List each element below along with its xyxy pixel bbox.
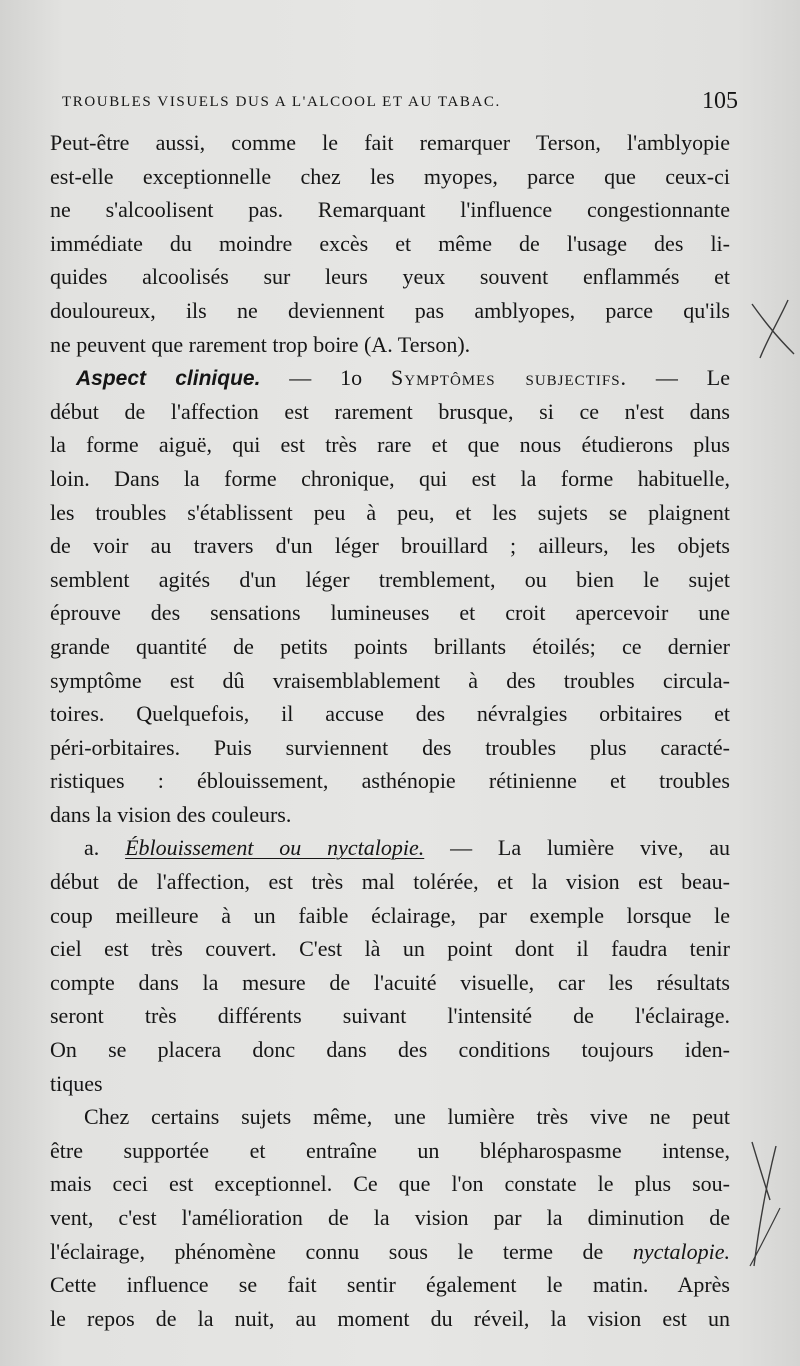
text-line: être supportée et entraîne un blépharospasme intense, [50, 1137, 730, 1163]
text-line: loin. Dans la forme chronique, qui est la forme habituelle, [50, 465, 730, 491]
subsection-number: 1o [340, 365, 392, 391]
text-line: dans la vision des couleurs. [50, 801, 292, 827]
text-line: de voir au travers d'un léger brouillard ; ailleurs, les objets [50, 533, 730, 559]
text-line: semblent agités d'un léger tremblement, ou bien le sujet [50, 566, 730, 592]
text-line: péri-orbitaires. Puis surviennent des troubles plus caracté- [50, 734, 730, 760]
running-header [62, 90, 738, 120]
text-line [50, 1235, 730, 1269]
text-line: est-elle exceptionnelle chez les myopes, parce que ceux-ci [50, 163, 730, 189]
text-line: éprouve des sensations lumineuses et croit apercevoir une [50, 600, 730, 626]
heading-dash: — [260, 365, 341, 391]
text-line: quides alcoolisés sur leurs yeux souvent enflammés et [50, 264, 730, 290]
text-line: douloureux, ils ne deviennent pas amblyopes, parce qu'ils [50, 297, 730, 323]
heading-tail: — Le [627, 365, 730, 391]
text-line: ciel est très couvert. C'est là un point dont il faudra tenir [50, 936, 730, 962]
margin-x-mark-2 [746, 1138, 788, 1270]
text-line: vent, c'est l'amélioration de la vision par la diminution de [50, 1205, 730, 1230]
text-line: coup meilleure à un faible éclairage, par exemple lorsque le [50, 902, 730, 928]
text-line: ne s'alcoolisent pas. Remarquant l'influence congestionnante [50, 197, 730, 223]
page-number: 105 [702, 88, 738, 114]
text-line: symptôme est dû vraisemblablement à des troubles circula- [50, 667, 730, 693]
section-a-heading-line [50, 831, 730, 865]
text-line: seront très différents suivant l'intensité de l'éclairage. [50, 1003, 730, 1029]
text-line: Peut-être aussi, comme le fait remarquer Terson, l'amblyopie [50, 130, 730, 155]
text-line: le repos de la nuit, au moment du réveil, la vision est un [50, 1305, 730, 1331]
running-title: TROUBLES VISUELS DUS A L'ALCOOL ET AU TABAC. [62, 94, 501, 110]
section-a-prefix: a. [84, 835, 126, 861]
text-line: les troubles s'établissent peu à peu, et les sujets se plaignent [50, 499, 730, 525]
subsection-heading: Symptômes subjectifs. [391, 365, 628, 391]
text-line: début de l'affection, est très mal tolérée, et la vision est beau- [50, 869, 730, 895]
section-a-heading: Éblouissement ou nyctalopie. [125, 835, 425, 861]
text-line: toires. Quelquefois, il accuse des névralgies orbitaires et [50, 701, 730, 727]
text-line: Chez certains sujets même, une lumière très vive ne peut [84, 1104, 730, 1130]
text-line: mais ceci est exceptionnel. Ce que l'on constate le plus sou- [50, 1171, 730, 1197]
section-heading: Aspect clinique. [76, 367, 261, 391]
text-line: compte dans la mesure de l'acuité visuelle, car les résultats [50, 969, 730, 995]
text-line: immédiate du moindre excès et même de l'usage des li- [50, 230, 730, 256]
text-line: ristiques : éblouissement, asthénopie rétinienne et troubles [50, 768, 730, 794]
body-text [50, 126, 730, 1335]
text-line: ne peuvent que rarement trop boire (A. Terson). [50, 331, 471, 357]
nyct-line-text: l'éclairage, phénomène connu sous le terme de [50, 1238, 633, 1264]
text-line: la forme aiguë, qui est très rare et que nous étudierons plus [50, 432, 730, 458]
text-line: grande quantité de petits points brillants étoilés; ce dernier [50, 633, 730, 659]
nyctalopie-term: nyctalopie. [632, 1238, 730, 1264]
margin-x-mark [748, 298, 798, 360]
text-line: début de l'affection est rarement brusque, si ce n'est dans [50, 398, 730, 424]
text-line: Cette influence se fait sentir également le matin. Après [50, 1272, 730, 1298]
text-line: tiques [50, 1070, 103, 1096]
text-line: On se placera donc dans des conditions toujours iden- [50, 1037, 730, 1063]
section-a-tail: — La lumière vive, au [424, 835, 730, 861]
section-heading-line [50, 361, 730, 395]
